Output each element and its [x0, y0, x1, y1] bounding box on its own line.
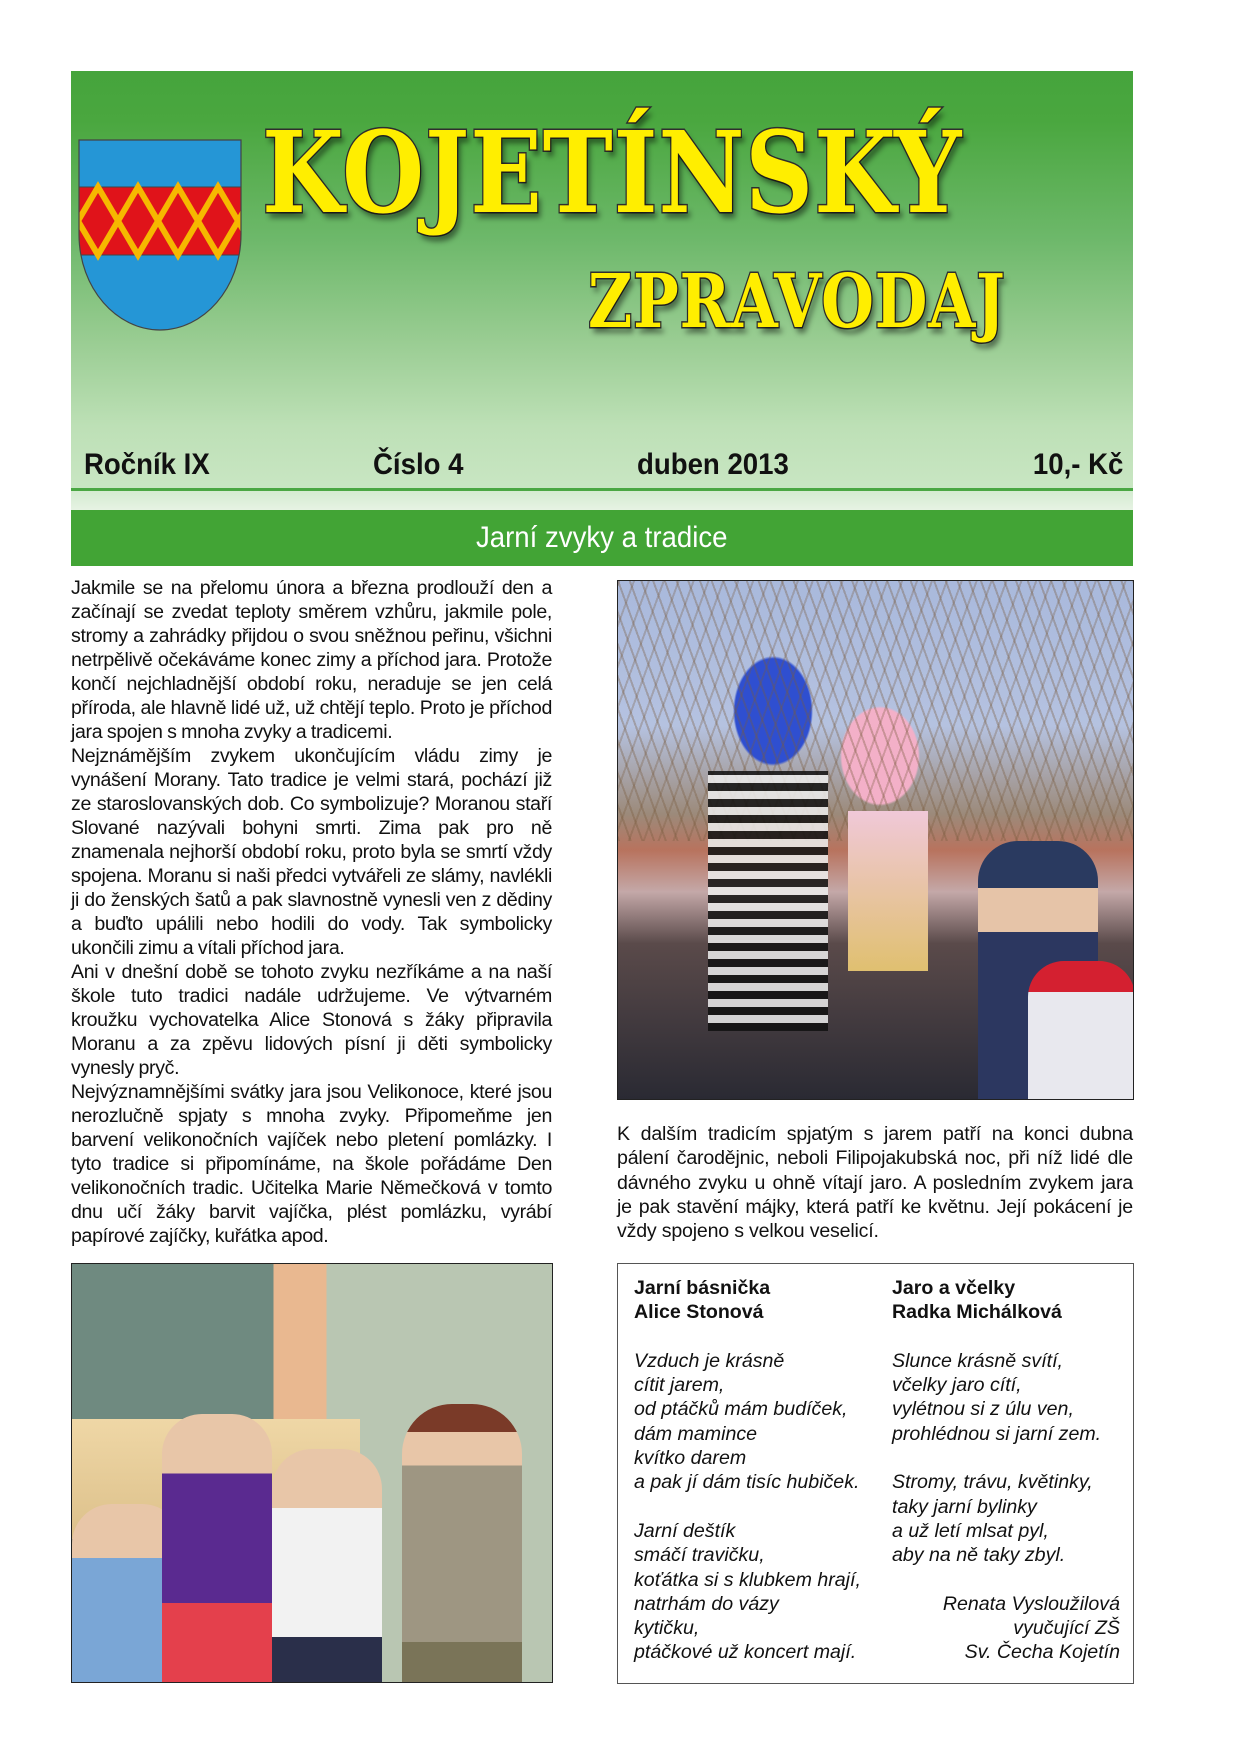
article-body-left	[71, 576, 552, 1248]
poem-jaro-a-vcelky	[892, 1276, 1120, 1665]
issue-label: Číslo 4	[373, 448, 464, 481]
masthead-band	[71, 491, 1133, 510]
poem-line: aby na ně taky zbyl.	[892, 1544, 1066, 1567]
paragraph: Nejvýznamnějšími svátky jara jsou Velikonoce, které jsou nerozlučně spjaty s mnoha zvyky. Připomeňme jen barvení velikonočních vajíček nebo pletení pomlázky. I tyto tradice si připomínáme, na škole pořádáme Den velikonočních tradic. Učitelka Marie Němečková v tomto dnu učí žáky barvit vajíčka, plést pomlázku, vyrábí papírové zajíčky, kuřátka apod.	[71, 1081, 552, 1247]
signature-name: Renata Vysloužilová	[942, 1592, 1120, 1615]
signature-school: Sv. Čecha Kojetín	[964, 1641, 1120, 1664]
poem-jarni-basnicka	[634, 1276, 861, 1665]
photo-doll-figure	[848, 811, 928, 971]
poem-line: kytičku,	[634, 1617, 700, 1640]
poem-line: Vzduch je krásně	[634, 1349, 785, 1372]
photo-trees	[618, 581, 1133, 841]
photo-child	[162, 1414, 272, 1683]
poem-line: dám mamince	[634, 1422, 758, 1445]
poem-line: vylétnou si z úlu ven,	[892, 1398, 1074, 1421]
paragraph: Nejznámějším zvykem ukončujícím vládu zimy je vynášení Morany. Tato tradice je velmi stará, pochází již ze staroslovanských dob. Co symbolizuje? Moranou staří Slované nazývali bohyni smrti. Zima pak pro ně znamenala nejhorší období roku, proto byla se smrtí vždy spojena. Moranu si naši předci vytvářeli ze slámy, navlékli ji do ženských šatů a pak slavnostně vynesli ven z dědiny a buďto upálili nebo hodili do vody. Tak symbolicky ukončili zimu a vítali příchod jara.	[71, 745, 552, 959]
photo-child	[1028, 961, 1134, 1100]
poem-author: Alice Stonová	[634, 1301, 764, 1324]
poem-line: od ptáčků mám budíček,	[634, 1398, 848, 1421]
poem-author: Radka Michálková	[892, 1301, 1062, 1324]
photo-teacher	[402, 1404, 522, 1683]
poem-line: a už letí mlsat pyl,	[892, 1519, 1049, 1542]
poem-line: natrhám do vázy	[634, 1592, 779, 1615]
poem-line: koťátka si s klubkem hrají,	[634, 1568, 861, 1591]
poem-line: včelky jaro cítí,	[892, 1374, 1022, 1397]
poem-title: Jarní básnička	[634, 1277, 771, 1299]
article-title: Jarní zvyky a tradice	[476, 521, 728, 554]
poem-line: prohlédnou si jarní zem.	[892, 1422, 1102, 1445]
paragraph: K dalším tradicím spjatým s jarem patří na konci dubna pálení čarodějnic, neboli Filipojakubská noc, při níž lidé dle dávného zvyku u ohně vítají jaro. A posledním zvykem jara je pak stavění májky, která patří ke květnu. Její pokácení je vždy spojeno s velkou veselicí.	[617, 1123, 1133, 1243]
photo-children-reciting	[71, 1263, 553, 1683]
poem-title: Jaro a včelky	[892, 1277, 1016, 1299]
paragraph: Jakmile se na přelomu února a března prodlouží den a začínají se zvedat teploty směrem vzhůru, jakmile pole, stromy a zahrádky přijdou o svou sněžnou peřinu, všichni netrpělivě očekáváme konec zimy a příchod jara. Protože končí nejchladnější období roku, neraduje se jen celá příroda, ale hlavně lidé už, už chtějí teplo. Proto je příchod jara spojen s mnoha zvyky a tradicemi.	[71, 577, 552, 743]
price-label: 10,- Kč	[1032, 448, 1123, 481]
paragraph: Ani v dnešní době se tohoto zvyku nezříkáme a na naší škole tuto tradici nadále udržujeme. Ve výtvarném kroužku vychovatelka Alice Stonová s žáky připravila Moranu a za zpěvu lidových písní ji děti symbolicky vynesly pryč.	[71, 961, 552, 1079]
poem-line: Slunce krásně svítí,	[892, 1349, 1063, 1372]
article-body-right	[617, 1122, 1133, 1243]
poem-line: Stromy, trávu, květinky,	[892, 1471, 1093, 1494]
poem-line: ptáčkové už koncert mají.	[634, 1641, 857, 1664]
poem-line: kvítko darem	[634, 1447, 747, 1470]
poem-box	[617, 1263, 1134, 1684]
poem-line: smáčí travičku,	[634, 1544, 765, 1567]
photo-morana-procession	[617, 580, 1134, 1100]
date-label: duben 2013	[637, 448, 789, 481]
poem-line: taky jarní bylinky	[892, 1495, 1037, 1518]
masthead-title: KOJETÍNSKÝ	[262, 108, 963, 239]
masthead-subtitle: ZPRAVODAJ	[588, 259, 1006, 345]
article-title-bar	[71, 510, 1133, 566]
poem-line: Jarní deštík	[634, 1519, 736, 1542]
poem-line: cítit jarem,	[634, 1374, 725, 1397]
poem-line: a pak jí dám tisíc hubiček.	[634, 1471, 860, 1494]
signature-role: vyučující ZŠ	[1013, 1617, 1120, 1640]
photo-child	[272, 1449, 382, 1683]
coat-of-arms-icon	[78, 139, 242, 331]
photo-morana-figure	[708, 771, 828, 1031]
volume-label: Ročník IX	[84, 448, 210, 481]
